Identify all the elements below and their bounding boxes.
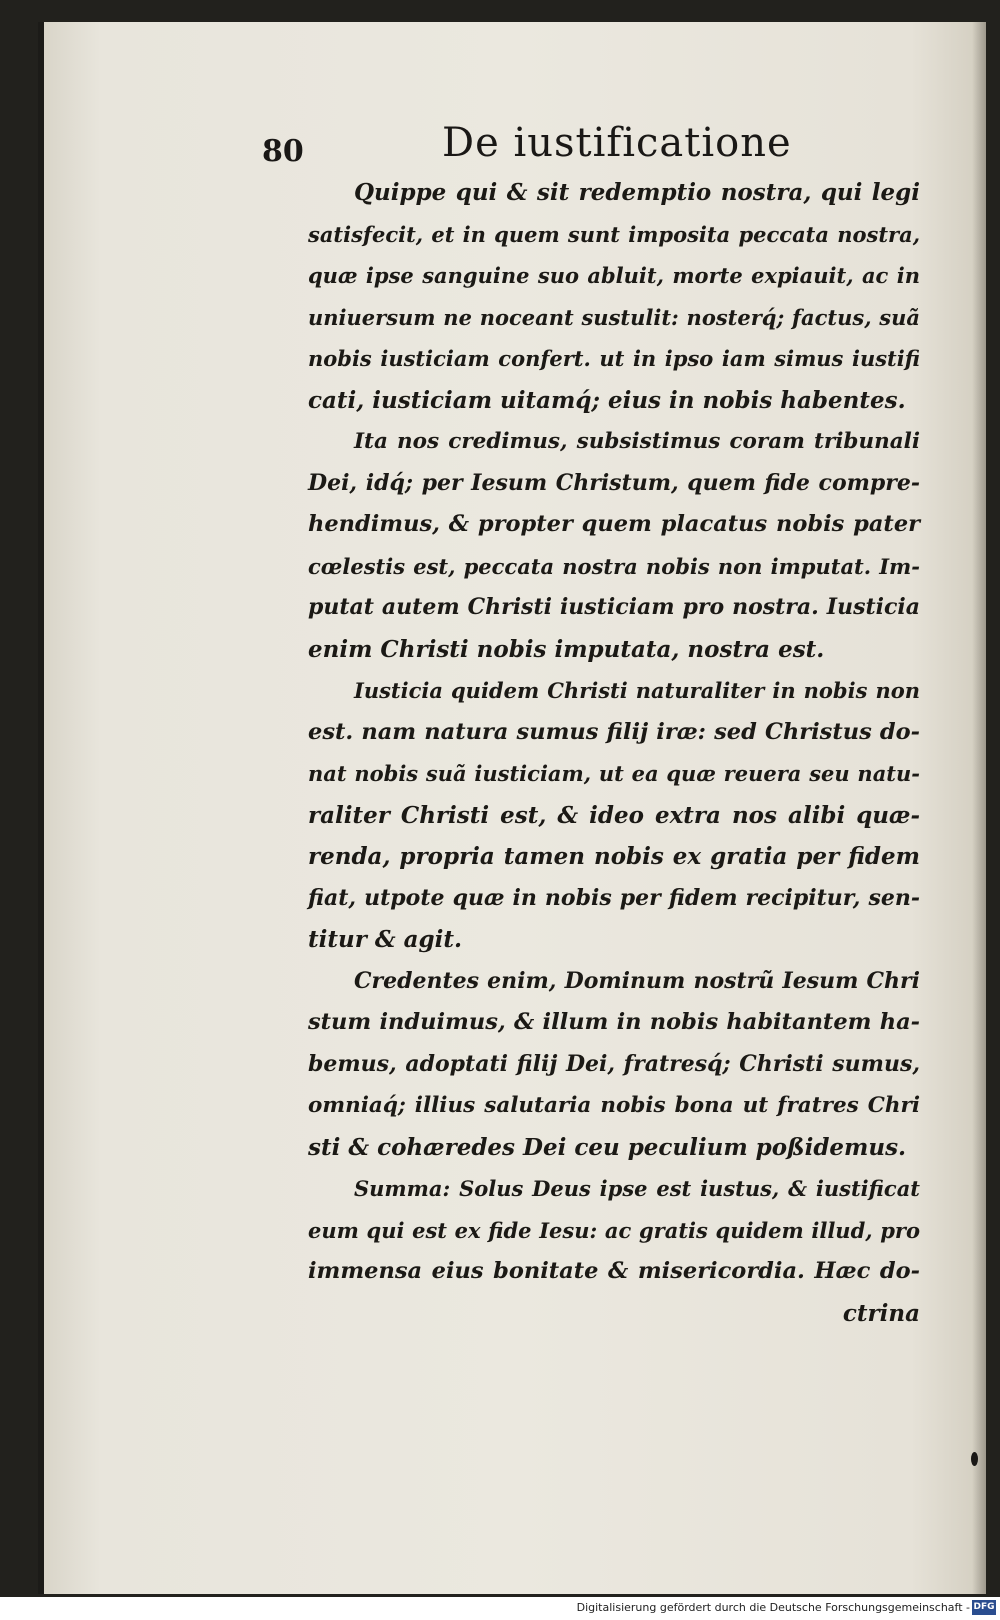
text-line: Dei, idq́; per Iesum Christum, quem fide compre-	[308, 469, 920, 496]
text-line: eum qui est ex fide Iesu: ac gratis quidem illud, pro	[308, 1217, 920, 1243]
page-edge-shadow	[972, 22, 986, 1594]
text-line: nobis iusticiam confert. ut in ipso iam simus iustifi	[308, 346, 920, 371]
text-line: satisfecit, et in quem sunt imposita peccata nostra,	[308, 221, 920, 247]
text-line: renda, propria tamen nobis ex gratia per fidem	[308, 843, 920, 870]
text-line: uniuersum ne noceant sustulit: nosterq́; factus, suã	[308, 304, 920, 330]
text-line: nat nobis suã iusticiam, ut ea quæ reuera seu natu-	[308, 761, 920, 786]
running-title: De iustificatione	[442, 120, 792, 166]
text-line: putat autem Christi iusticiam pro nostra. Iusticia	[308, 594, 920, 620]
text-line: cati, iusticiam uitamq́; eius in nobis habentes.	[308, 386, 906, 414]
page-number: 80	[262, 134, 304, 169]
dfg-logo: DFG	[972, 1600, 996, 1615]
text-line: Credentes enim, Dominum nostrũ Iesum Chri	[354, 967, 920, 994]
footer-credit: Digitalisierung gefördert durch die Deutsche Forschungsgemeinschaft -	[576, 1601, 970, 1614]
text-line: sti & cohæredes Dei ceu peculium poßidemus.	[308, 1133, 907, 1161]
page-header	[262, 120, 962, 180]
text-line: fiat, utpote quæ in nobis per fidem recipitur, sen-	[308, 884, 920, 911]
text-line: bemus, adoptati filij Dei, fratresq́; Christi sumus,	[308, 1050, 920, 1077]
footer-bar	[0, 1597, 1000, 1620]
body-text	[308, 172, 920, 1334]
text-line: cœlestis est, peccata nostra nobis non imputat. Im-	[308, 553, 920, 579]
text-line: raliter Christi est, & ideo extra nos alibi quæ-	[308, 801, 920, 829]
text-line: enim Christi nobis imputata, nostra est.	[308, 635, 825, 663]
text-line: hendimus, & propter quem placatus nobis pater	[308, 511, 920, 537]
ink-blot	[971, 1452, 978, 1466]
text-line: stum induimus, & illum in nobis habitantem ha-	[308, 1009, 920, 1035]
text-line: immensa eius bonitate & misericordia. Hæc do-	[308, 1258, 920, 1284]
text-line: titur & agit.	[308, 926, 462, 953]
text-line: est. nam natura sumus filij iræ: sed Christus do-	[308, 718, 920, 745]
text-line: Iusticia quidem Christi naturaliter in nobis non	[354, 678, 920, 703]
text-line: quæ ipse sanguine suo abluit, morte expiauit, ac in	[308, 263, 920, 288]
text-line: Quippe qui & sit redemptio nostra, qui legi	[354, 179, 920, 206]
catchword: ctrina	[842, 1299, 920, 1327]
text-line: Ita nos credimus, subsistimus coram tribunali	[354, 429, 920, 454]
text-line: omniaq́; illius salutaria nobis bona ut fratres Chri	[308, 1093, 920, 1118]
text-line: Summa: Solus Deus ipse est iustus, & iustificat	[354, 1176, 920, 1201]
